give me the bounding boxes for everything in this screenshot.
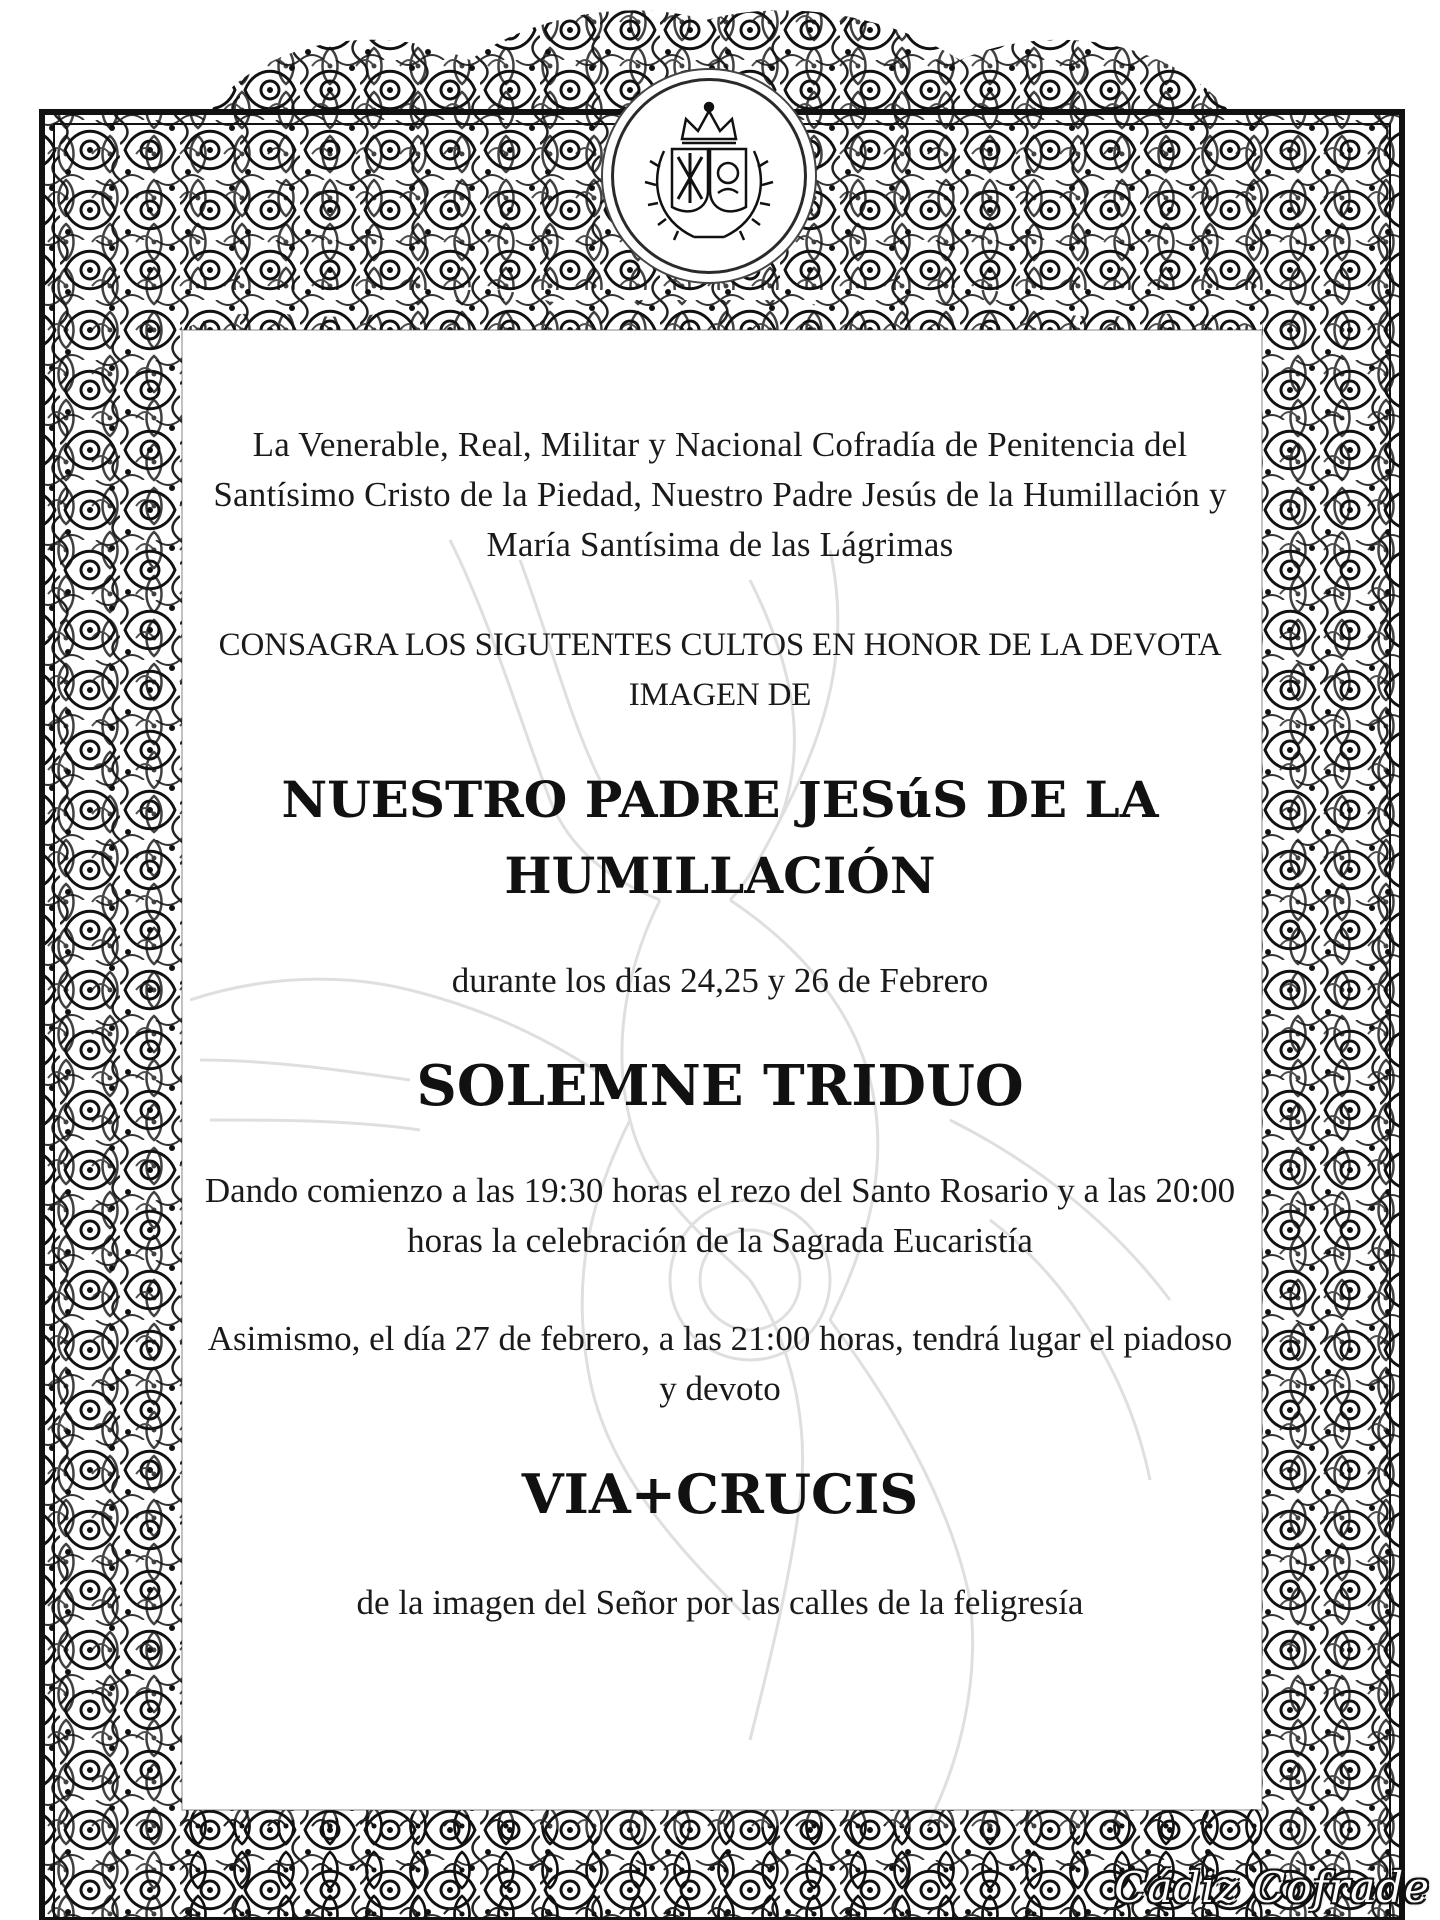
coat-of-arms-icon xyxy=(614,81,804,271)
image-title: NUESTRO PADRE JESúS DE LA HUMILLACIÓN xyxy=(281,770,1159,905)
brand-watermark: Cádiz Cofrade xyxy=(1114,1863,1430,1912)
coat-of-arms xyxy=(611,78,807,274)
triduo-heading: SOLEMNE TRIDUO xyxy=(416,1053,1024,1119)
event-dates: durante los días 24,25 y 26 de Febrero xyxy=(451,961,989,1000)
consecration-text: CONSAGRA LOS SIGUTENTES CULTOS EN HONOR DE LA DEVOTA IMAGEN DE xyxy=(218,627,1222,713)
brotherhood-name: La Venerable, Real, Militar y Nacional Cofradía de Penitencia del Santísimo Cristo de la Piedad, Nuestro Padre Jesús de la Humillación y María Santísima de las Lágrimas xyxy=(213,425,1227,564)
procession-route-text: de la imagen del Señor por las calles de la feligresía xyxy=(356,1583,1084,1622)
via-crucis-heading: VIA+CRUCIS xyxy=(521,1462,919,1526)
schedule-text: Dando comienzo a las 19:30 horas el rezo del Santo Rosario y a las 20:00 horas la celebración de la Sagrada Eucaristía xyxy=(204,1171,1236,1260)
announcement-text xyxy=(200,420,1240,1628)
via-crucis-intro: Asimismo, el día 27 de febrero, a las 21:00 horas, tendrá lugar el piadoso y devoto xyxy=(207,1319,1233,1408)
